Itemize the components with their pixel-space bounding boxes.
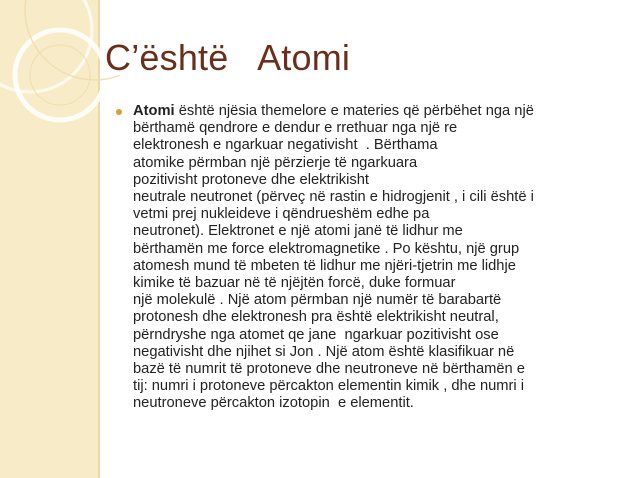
bullet-line: një molekulë . Një atom përmban një numër të barabartë <box>133 292 502 309</box>
bullet-line: pozitivisht protoneve dhe elektrikisht <box>133 171 369 188</box>
bullet-line: protonesh dhe elektronesh pra është elektrikisht neutral, <box>133 309 499 326</box>
bullet-line: neutrale neutronet (përveç në rastin e hidrogjenit , i cili është i <box>133 189 534 206</box>
bullet-line: tij: numri i protoneve përcakton elementin kimik , dhe numri i <box>133 378 525 395</box>
bullet-marker <box>116 109 122 115</box>
bullet-item <box>116 103 624 413</box>
bullet-line: bërthamën me force elektromagnetike . Po kështu, një grup <box>133 240 520 257</box>
bullet-line: negativisht dhe njihet si Jon . Një atom është klasifikuar në <box>133 343 515 360</box>
bullet-line: elektronesh e ngarkuar negativisht . Bërthama <box>133 137 438 154</box>
slide-content <box>116 103 624 413</box>
bullet-line: neutroneve përcakton izotopin e elementit. <box>133 395 414 412</box>
bullet-line-text: është njësia themelore e materies që përbëhet nga një <box>174 103 534 119</box>
bullet-line: bazë të numrit të protoneve dhe neutroneve në bërthamën e <box>133 361 525 378</box>
bullet-line <box>133 103 624 120</box>
bullet-lead-term: Atomi <box>133 103 175 119</box>
bullet-line: neutronet). Elektronet e një atomi janë të lidhur me <box>133 223 463 240</box>
bullet-line: atomesh mund të mbeten të lidhur me njëri-tjetrin me lidhje <box>133 257 516 274</box>
bullet-line: përndryshe nga atomet qe jane ngarkuar pozitivisht ose <box>133 326 499 343</box>
bullet-line: bërthamë qendrore e dendur e rrethuar nga një re <box>133 120 458 137</box>
decorative-arcs-graphic <box>0 0 120 200</box>
bullet-line: atomike përmban një përzierje të ngarkuara <box>133 154 418 171</box>
bullet-text <box>133 103 624 413</box>
bullet-line: vetmi prej nukleideve i qëndrueshëm edhe pa <box>133 206 430 223</box>
slide-title: C’është Atomi <box>105 37 351 78</box>
bullet-line: kimike të bazuar në të njëjtën forcë, duke formuar <box>133 275 456 292</box>
